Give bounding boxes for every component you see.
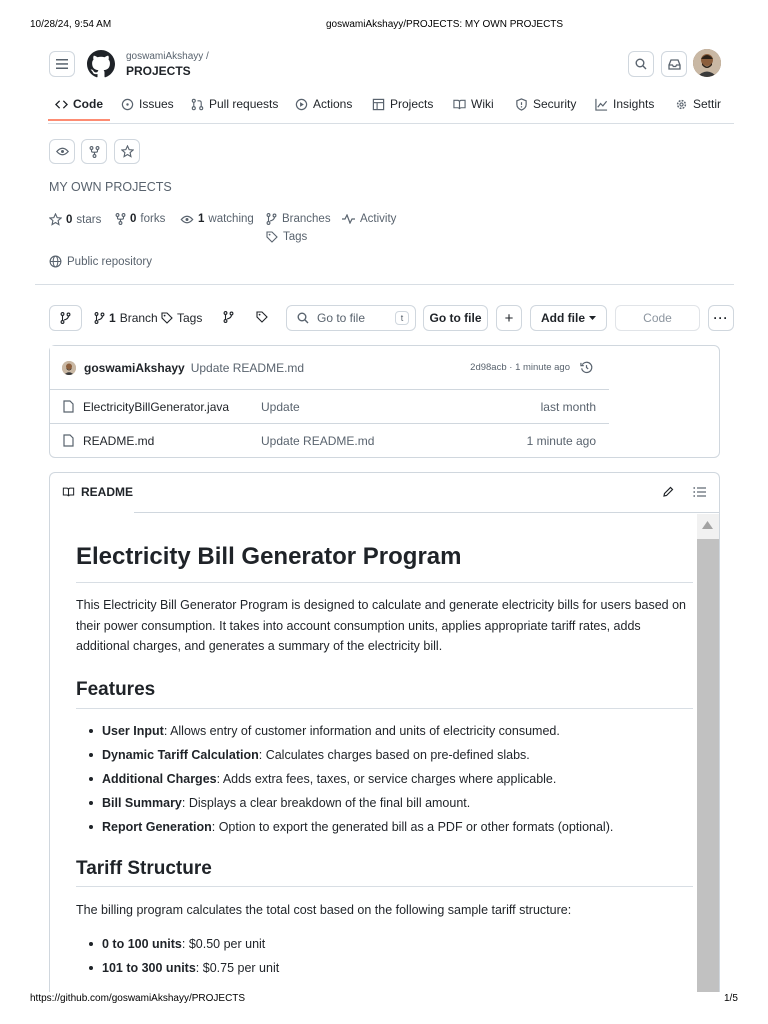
edit-readme-button[interactable]	[662, 486, 674, 498]
issue-icon	[121, 98, 134, 111]
hamburger-icon	[56, 59, 68, 69]
globe-icon	[49, 255, 62, 268]
file-row[interactable]	[50, 389, 609, 423]
outline-button[interactable]	[693, 486, 706, 498]
go-to-file-button[interactable]: Go to file	[423, 305, 488, 331]
feature-name: User Input	[102, 724, 164, 738]
readme-tab-label: README	[81, 485, 134, 499]
branch-icon	[266, 213, 277, 225]
print-datetime: 10/28/24, 9:54 AM	[30, 19, 112, 30]
tab-pull-requests[interactable]	[191, 96, 278, 112]
feature-name: Additional Charges	[102, 772, 217, 786]
tags-label: Tags	[283, 231, 308, 243]
branch-icon	[223, 311, 234, 323]
fork-icon	[89, 146, 100, 158]
user-avatar[interactable]	[693, 49, 721, 77]
book-icon	[62, 486, 75, 498]
branches-link[interactable]	[266, 213, 331, 225]
readme-tab[interactable]	[62, 485, 133, 499]
h2-divider	[76, 886, 693, 887]
watching-label: watching	[208, 213, 254, 225]
repo-owner-link[interactable]: goswamiAkshayy /	[126, 51, 209, 62]
watch-button[interactable]	[49, 139, 75, 164]
tariff-rate: : $0.50 per unit	[181, 937, 266, 951]
add-file-button[interactable]	[530, 305, 607, 331]
tags-count-link[interactable]	[161, 311, 202, 325]
print-url: https://github.com/goswamiAkshayy/PROJECTS	[30, 993, 246, 1004]
file-time: 1 minute ago	[526, 433, 596, 448]
forks-label: forks	[140, 213, 166, 225]
caret-down-icon	[589, 316, 596, 321]
tab-insights-label: Insights	[613, 97, 655, 111]
menu-button[interactable]	[49, 51, 75, 77]
tab-settings[interactable]	[675, 96, 734, 112]
stars-stat[interactable]	[49, 213, 101, 226]
tab-security-label: Security	[533, 97, 577, 111]
tab-wiki[interactable]	[453, 96, 494, 112]
feature-text: : Option to export the generated bill as a PDF or other formats (optional).	[211, 820, 614, 834]
branches-label: Branches	[282, 213, 331, 225]
inbox-icon	[668, 59, 681, 70]
list-item	[76, 956, 693, 980]
feature-text: : Allows entry of customer information and units of electricity consumed.	[163, 724, 560, 738]
table-icon	[372, 98, 385, 111]
pencil-icon	[662, 486, 674, 498]
list-item	[76, 767, 693, 791]
list-item	[76, 719, 693, 743]
tab-wiki-label: Wiki	[471, 97, 494, 111]
star-icon	[121, 145, 134, 158]
file-icon	[63, 400, 74, 413]
latest-commit-row	[50, 346, 609, 389]
go-to-file-search[interactable]	[286, 305, 416, 331]
add-file-label: Add file	[541, 311, 585, 325]
github-logo-icon[interactable]	[87, 50, 115, 78]
forks-stat[interactable]	[115, 213, 165, 225]
print-title: goswamiAkshayy/PROJECTS: MY OWN PROJECTS	[326, 19, 564, 30]
star-icon	[49, 213, 62, 226]
repo-name-link[interactable]: PROJECTS	[126, 64, 191, 78]
file-name[interactable]: README.md	[83, 433, 155, 448]
readme-intro: This Electricity Bill Generator Program is designed to calculate and generate electricity bills for users based on their power consumption. It takes into account consumption units, applies appropriate tariff rates, adds additional charges, and generates a summary of the electricity bill.	[76, 598, 687, 653]
tab-pull-requests-label: Pull requests	[209, 97, 279, 111]
branch-count-link[interactable]	[94, 311, 158, 325]
tag-icon-button[interactable]	[256, 311, 268, 323]
pull-request-icon	[191, 98, 204, 111]
gear-icon	[675, 98, 688, 111]
watching-stat[interactable]	[180, 213, 254, 225]
branch-count: 1	[109, 311, 116, 325]
print-page: 1/5	[724, 993, 738, 1004]
h1-divider	[76, 582, 693, 583]
feature-text: : Calculates charges based on pre-defined slabs.	[258, 748, 530, 762]
tariff-heading: Tariff Structure	[76, 858, 212, 879]
forks-count: 0	[130, 213, 137, 225]
visibility-info	[49, 255, 152, 268]
star-button[interactable]	[114, 139, 140, 164]
features-list	[76, 719, 693, 839]
tariff-rate: : $0.75 per unit	[195, 961, 280, 975]
file-time: last month	[540, 399, 596, 414]
repo-description: MY OWN PROJECTS	[49, 180, 172, 194]
tab-projects-label: Projects	[390, 97, 434, 111]
tags-link[interactable]	[266, 231, 307, 243]
stars-label: stars	[76, 213, 102, 226]
add-button[interactable]: +	[496, 305, 522, 331]
search-icon	[635, 58, 647, 70]
author-avatar[interactable]	[62, 361, 76, 375]
branch-icon-button[interactable]	[223, 311, 234, 323]
tariff-range: 0 to 100 units	[102, 937, 182, 951]
list-item	[76, 815, 693, 839]
tab-code-label: Code	[73, 97, 103, 111]
list-item	[76, 743, 693, 767]
watching-count: 1	[198, 213, 205, 225]
shortcut-key: t	[395, 311, 409, 325]
features-heading: Features	[76, 679, 156, 700]
commit-author[interactable]: goswamiAkshayy	[84, 360, 185, 375]
tab-actions[interactable]	[295, 96, 352, 112]
more-options-button[interactable]: ···	[708, 305, 734, 331]
feature-text: : Adds extra fees, taxes, or service charges where applicable.	[216, 772, 557, 786]
branch-icon	[60, 312, 71, 324]
tab-insights[interactable]	[595, 96, 654, 112]
eye-icon	[180, 215, 194, 224]
go-to-file-placeholder: Go to file	[317, 311, 366, 325]
tariff-range: 101 to 300 units	[102, 961, 196, 975]
eye-icon	[56, 147, 69, 156]
tab-settings-label: Settir	[693, 97, 722, 111]
history-icon[interactable]	[580, 361, 593, 374]
play-icon	[295, 98, 308, 111]
file-commit-message[interactable]: Update	[261, 399, 300, 414]
feature-text: : Displays a clear breakdown of the final bill amount.	[181, 796, 471, 810]
tab-code[interactable]	[55, 96, 103, 112]
tabs-divider	[48, 123, 734, 124]
shield-icon	[515, 98, 528, 111]
inbox-button[interactable]	[661, 51, 687, 77]
tag-icon	[161, 312, 173, 324]
readme-title: Electricity Bill Generator Program	[76, 543, 462, 570]
tab-projects[interactable]	[372, 96, 433, 112]
search-button[interactable]	[628, 51, 654, 77]
file-icon	[63, 434, 74, 447]
search-icon	[297, 312, 309, 324]
graph-icon	[595, 98, 608, 111]
tariff-list	[76, 932, 693, 980]
activity-label: Activity	[360, 213, 397, 225]
scroll-up-arrow-icon[interactable]	[702, 521, 713, 529]
branch-count-label: Branch	[119, 311, 158, 325]
feature-name: Dynamic Tariff Calculation	[102, 748, 259, 762]
tab-actions-label: Actions	[313, 97, 353, 111]
tab-issues-label: Issues	[139, 97, 174, 111]
pulse-icon	[342, 214, 355, 224]
tag-icon	[266, 231, 278, 243]
fork-button[interactable]	[81, 139, 107, 164]
readme-tab-divider	[134, 512, 720, 513]
commit-message[interactable]: Update README.md	[190, 360, 305, 375]
tariff-intro: The billing program calculates the total cost based on the following sample tariff structure:	[76, 903, 572, 917]
active-tab-indicator	[48, 119, 110, 121]
list-icon	[693, 486, 706, 498]
feature-name: Report Generation	[102, 820, 212, 834]
code-icon	[55, 98, 68, 111]
file-commit-message[interactable]: Update README.md	[261, 433, 375, 448]
book-icon	[453, 98, 466, 111]
tab-security[interactable]	[515, 96, 576, 112]
h2-divider	[76, 708, 693, 709]
tag-icon	[256, 311, 268, 323]
file-name[interactable]: ElectricityBillGenerator.java	[83, 399, 230, 414]
fork-icon	[115, 213, 126, 225]
section-divider	[35, 284, 734, 285]
list-item	[76, 791, 693, 815]
feature-name: Bill Summary	[102, 796, 182, 810]
list-item	[76, 932, 693, 956]
code-dropdown-button[interactable]: Code	[615, 305, 700, 331]
tags-count-label: Tags	[177, 311, 203, 325]
visibility-label: Public repository	[67, 255, 153, 268]
branch-selector-button[interactable]	[49, 305, 82, 331]
activity-link[interactable]	[342, 213, 396, 225]
file-row[interactable]	[50, 423, 609, 457]
tab-issues[interactable]	[121, 96, 174, 112]
commit-meta[interactable]: 2d98acb · 1 minute ago	[470, 362, 570, 373]
stars-count: 0	[66, 213, 73, 226]
readme-scrollbar-thumb[interactable]	[697, 539, 719, 992]
branch-icon	[94, 312, 105, 324]
